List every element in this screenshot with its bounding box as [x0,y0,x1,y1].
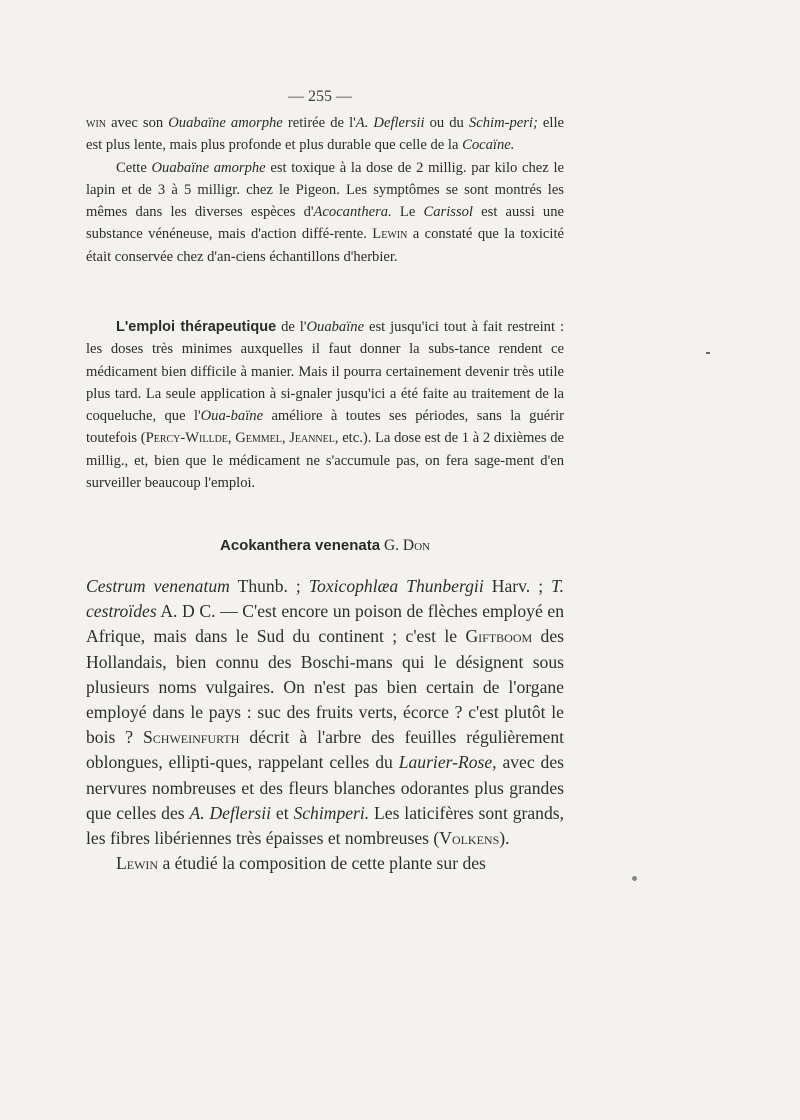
author-name: Volkens [439,828,500,849]
margin-speck [706,352,710,354]
italic-term: Cocaïne. [462,137,515,154]
author-name: Jeannel [289,430,335,447]
paragraph-block-top [86,112,564,268]
paragraph: Cette Ouabaïne amorphe est toxique à la dose de 2 millig. par kilo chez le lapin et de 3 à 5 milligr. chez le Pigeon. Les symptômes se sont montrés les mêmes dans les diverses espèces d'Acocanthera. Le Carissol est aussi une substance vénéneuse, mais d'action diffé-rente. Lewin a constaté que la toxicité était conservée chez d'an-ciens échantillons d'herbier. [86,159,564,265]
page-number: — 255 — [288,88,352,105]
author-name: Percy-Willde [145,430,228,447]
margin-speck [632,876,637,881]
section-heading [0,537,650,555]
italic-term: Laurier-Rose, [398,752,497,773]
italic-term: Cestrum venenatum [86,576,230,596]
author-name: Giftboom [465,626,533,647]
italic-term: Ouabaïne amorphe [151,159,266,176]
author-name: win [86,115,106,131]
paragraph: win avec son Ouabaïne amorphe retirée de l'A. Deflersii ou du Schim-peri; elle est plus lente, mais plus profonde et plus durable que celle de la Cocaïne. [86,115,564,154]
paragraph: L'emploi thérapeutique de l'Ouabaïne est jusqu'ici tout à fait restreint : les doses très minimes auxquelles il faut donner la subs-tance rendent ce médicament bien difficile à manier. Mais il pourra certainement devenir très utile plus tard. La seule application à si-gnaler jusqu'ici a été faite au traitement de la coqueluche, que l'Oua-baïne améliore à toutes ses périodes, sans la guérir toutefois (Percy-Willde, Gemmel, Jeannel, etc.). La dose est de 1 à 2 dixièmes de millig., et, bien que le médicament ne s'accumule pas, on fera sage-ment d'en surveiller beaucoup l'emploi. [86,319,564,492]
italic-term: Carissol [423,204,473,221]
author-name: Lewin [116,853,159,874]
author-name: Lewin [372,226,408,243]
italic-term: A. Deflersii [189,802,272,823]
italic-term: Oua-baïne [200,408,264,425]
italic-term: Acocanthera. [313,204,392,221]
italic-term: Ouabaïne amorphe [168,115,283,131]
author-name: Schweinfurth [143,727,240,748]
heading-title: Acokanthera venenata [220,537,381,554]
italic-term: Ouabaïne [306,319,365,335]
author-name: Gemmel [235,430,282,447]
bold-phrase: L'emploi thérapeutique [116,319,277,335]
paragraph-block-large [86,574,564,876]
paragraph-large: Cestrum venenatum Thunb. ; Toxicophlæa Thunbergii Harv. ; T. cestroïdes A. D C. — C'est encore un poison de flèches employé en Afrique, mais dans le Sud du continent ; c'est le Giftboom des Hollandais, bien connu des Boschi-mans qui le désignent sous plusieurs noms vulgaires. On n'est pas bien certain de l'organe employé dans le pays : suc des fruits verts, écorce ? c'est plutôt le bois ? Schweinfurth décrit à l'arbre des feuilles régulièrement oblongues, ellipti-ques, rappelant celles du Laurier-Rose, avec des nervures nombreuses et des fleurs blanches odorantes plus grandes que celles des A. Deflersii et Schimperi. Les laticifères sont grands, les fibres libériennes très épaisses et nombreuses (Volkens). [86,576,565,849]
italic-term: A. Deflersii [355,115,425,131]
italic-term: Toxicophlæa Thunbergii [308,576,484,596]
paragraph-last-line: Lewin a étudié la composition de cette plante sur des [116,853,486,874]
heading-author: G. Don [383,537,430,554]
italic-term: Schimperi. [293,802,370,823]
paragraph-block-therapy [86,316,564,494]
italic-term: Schim-peri; [468,115,538,131]
italic-term: T. cestroïdes [86,576,564,622]
